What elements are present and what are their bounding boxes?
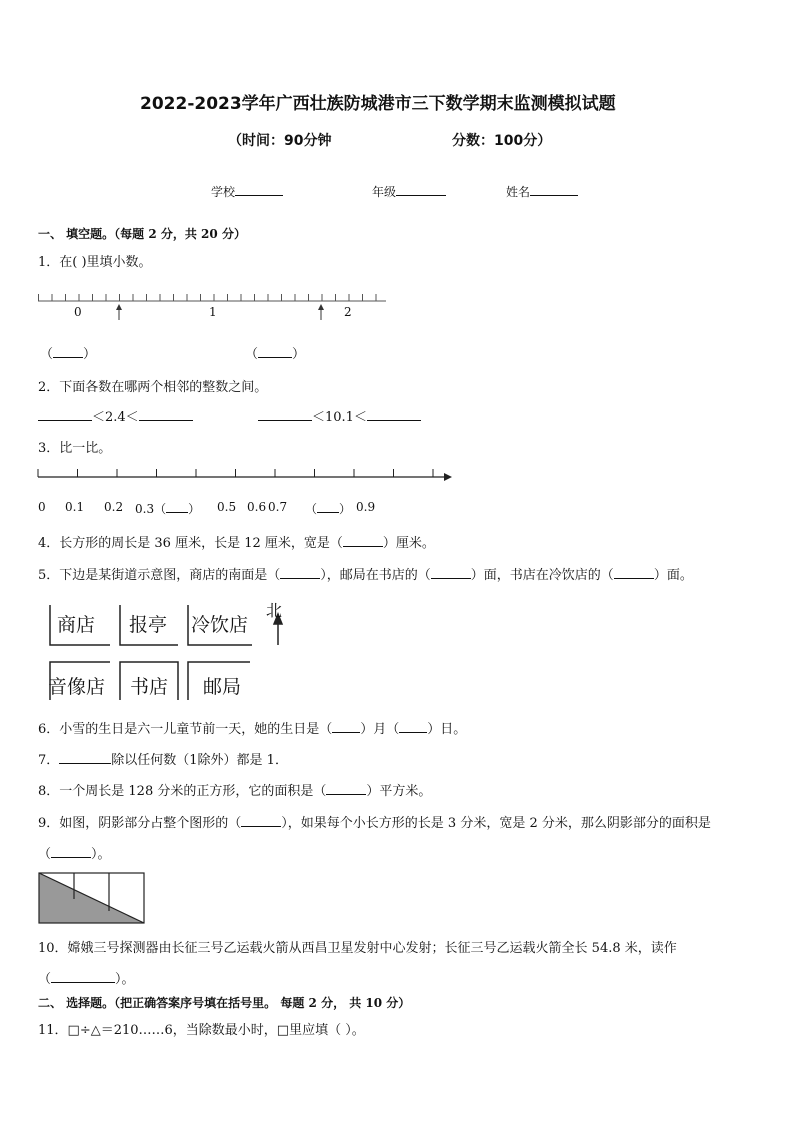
page-title: 2022-2023学年广西壮族防城港市三下数学期末监测模拟试题 — [140, 94, 616, 114]
q1-tick-0: 0 — [74, 305, 82, 319]
grade-label: 年级 — [372, 185, 397, 199]
q1-answer-left: （ ） — [40, 347, 97, 362]
question-5: 5．下边是某街道示意图，商店的南面是（ ），邮局在书店的（ ）面，书店在冷饮店的（ ）面。 — [38, 568, 693, 583]
q3-label-3: 0.3（ ） — [135, 502, 201, 516]
question-11: 11．□÷△＝210……6，当除数最小时，□里应填（ ）。 — [38, 1023, 365, 1038]
exam-time: （时间：90分钟 — [228, 133, 332, 149]
exam-score: 分数：100分） — [452, 133, 552, 149]
q1-tick-1: 1 — [209, 305, 217, 319]
q3-label-10: 0.9 — [356, 500, 376, 514]
question-3: 3．比一比。 — [38, 441, 112, 456]
q3-label-0: 0 — [38, 500, 46, 514]
map-drinks: 冷饮店 — [191, 614, 249, 636]
question-10: 10．嫦娥三号探测器由长征三号乙运载火箭从西昌卫星发射中心发射；长征三号乙运载火箭全长 54.8 米，读作 — [38, 941, 677, 956]
question-2: 2．下面各数在哪两个相邻的整数之间。 — [38, 380, 268, 395]
map-av-store: 音像店 — [48, 676, 106, 698]
q1-answer-right: （ ） — [245, 347, 306, 362]
question-7: 7． 除以任何数（1除外）都是 1． — [38, 753, 288, 768]
section-1-heading: 一、 填空题。（每题 2 分，共 20 分） — [38, 227, 246, 241]
q3-label-2: 0.2 — [104, 500, 124, 514]
section-2-heading: 二、 选择题。（把正确答案序号填在括号里。 每题 2 分， 共 10 分） — [38, 996, 411, 1010]
question-9: 9．如图，阴影部分占整个图形的（ ），如果每个小长方形的长是 3 分米，宽是 2 分米，那么阴影部分的面积是 — [38, 816, 711, 831]
map-kiosk: 报亭 — [129, 614, 168, 636]
q10-blank[interactable] — [51, 982, 115, 983]
question-10-continued: （ ）。 — [38, 972, 135, 987]
q3-label-5: 0.5 — [217, 500, 237, 514]
question-6: 6．小雪的生日是六一儿童节前一天，她的生日是（ ）月（ ）日。 — [38, 722, 467, 737]
name-label: 姓名 — [506, 185, 531, 199]
map-bookstore: 书店 — [130, 676, 169, 698]
q2-expression-1: ＜2.4＜ — [38, 406, 193, 425]
map-north-label: 北 — [266, 601, 283, 620]
question-9-continued: （ ）。 — [38, 847, 111, 862]
question-8: 8．一个周长是 128 分米的正方形，它的面积是（ ）平方米。 — [38, 784, 432, 799]
school-label: 学校 — [211, 185, 236, 199]
map-post-office: 邮局 — [203, 676, 242, 698]
map-shop: 商店 — [57, 614, 96, 636]
q2-expression-2: ＜10.1＜ — [258, 406, 421, 425]
q3-label-6: 0.6 — [247, 500, 267, 514]
q3-label-8: （ ） — [305, 502, 352, 516]
question-4: 4．长方形的周长是 36 厘米，长是 12 厘米，宽是（ ）厘米。 — [38, 536, 435, 551]
question-1: 1．在( )里填小数。 — [38, 255, 152, 270]
q3-label-1: 0.1 — [65, 500, 85, 514]
q3-label-7: 0.7 — [268, 500, 288, 514]
q1-tick-2: 2 — [344, 305, 352, 319]
